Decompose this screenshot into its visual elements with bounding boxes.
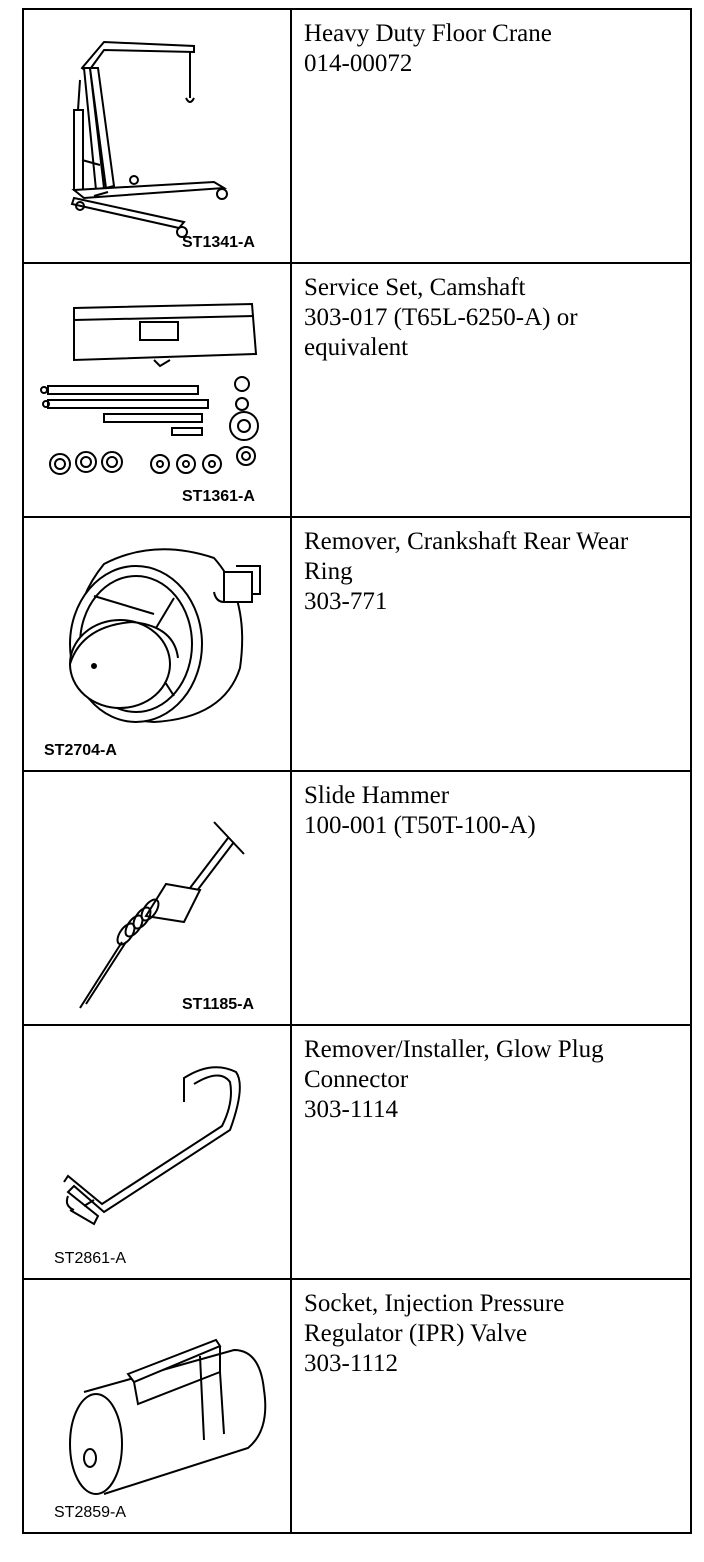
tool-image-cell	[23, 1025, 291, 1279]
tool-description	[292, 772, 690, 841]
tool-description	[292, 10, 690, 79]
table-row	[23, 1025, 691, 1279]
tool-description	[292, 1026, 690, 1125]
glow-plug-connector-tool-icon	[24, 1026, 290, 1278]
table-row	[23, 1279, 691, 1533]
tool-description-cell	[291, 9, 691, 263]
tool-number: 100-001 (T50T-100-A)	[304, 812, 536, 839]
figure-code: ST2861-A	[54, 1250, 127, 1267]
figure-code: ST2859-A	[54, 1504, 127, 1521]
tool-number: 303-1112	[304, 1350, 398, 1377]
tool-number: 303-1114	[304, 1096, 398, 1123]
tool-image-cell	[23, 517, 291, 771]
table-row	[23, 517, 691, 771]
tool-image-cell	[23, 9, 291, 263]
figure-code: ST1185-A	[182, 996, 255, 1013]
table-row	[23, 771, 691, 1025]
tool-description	[292, 1280, 690, 1379]
table-row	[23, 9, 691, 263]
tool-description-cell	[291, 1025, 691, 1279]
tool-image-cell	[23, 771, 291, 1025]
special-tools-table	[22, 8, 692, 1534]
tool-name: Service Set, Camshaft	[304, 274, 526, 301]
figure-code: ST1361-A	[182, 488, 255, 505]
tool-note: equivalent	[304, 334, 409, 361]
wear-ring-remover-icon	[24, 518, 290, 770]
tool-name-cont: Regulator (IPR) Valve	[304, 1320, 528, 1347]
tool-description	[292, 264, 690, 363]
slide-hammer-icon	[24, 772, 290, 1024]
tool-name: Slide Hammer	[304, 782, 450, 809]
floor-crane-icon	[24, 10, 290, 262]
tool-number: 014-00072	[304, 50, 413, 77]
tool-name: Socket, Injection Pressure	[304, 1290, 565, 1317]
tool-description-cell	[291, 771, 691, 1025]
tool-name: Remover/Installer, Glow Plug	[304, 1036, 604, 1063]
figure-code: ST2704-A	[44, 742, 117, 759]
tool-image-cell	[23, 263, 291, 517]
tool-name-cont: Ring	[304, 558, 353, 585]
camshaft-service-set-icon	[24, 264, 290, 516]
tool-number: 303-017 (T65L-6250-A) or	[304, 304, 578, 331]
tool-image-cell	[23, 1279, 291, 1533]
tool-name-cont: Connector	[304, 1066, 409, 1093]
tool-description-cell	[291, 517, 691, 771]
tool-description-cell	[291, 263, 691, 517]
ipr-valve-socket-icon	[24, 1280, 290, 1532]
tool-name: Remover, Crankshaft Rear Wear	[304, 528, 629, 555]
tool-name: Heavy Duty Floor Crane	[304, 20, 552, 47]
table-row	[23, 263, 691, 517]
tool-description-cell	[291, 1279, 691, 1533]
tool-number: 303-771	[304, 588, 388, 615]
tool-description	[292, 518, 690, 617]
figure-code: ST1341-A	[182, 234, 255, 251]
